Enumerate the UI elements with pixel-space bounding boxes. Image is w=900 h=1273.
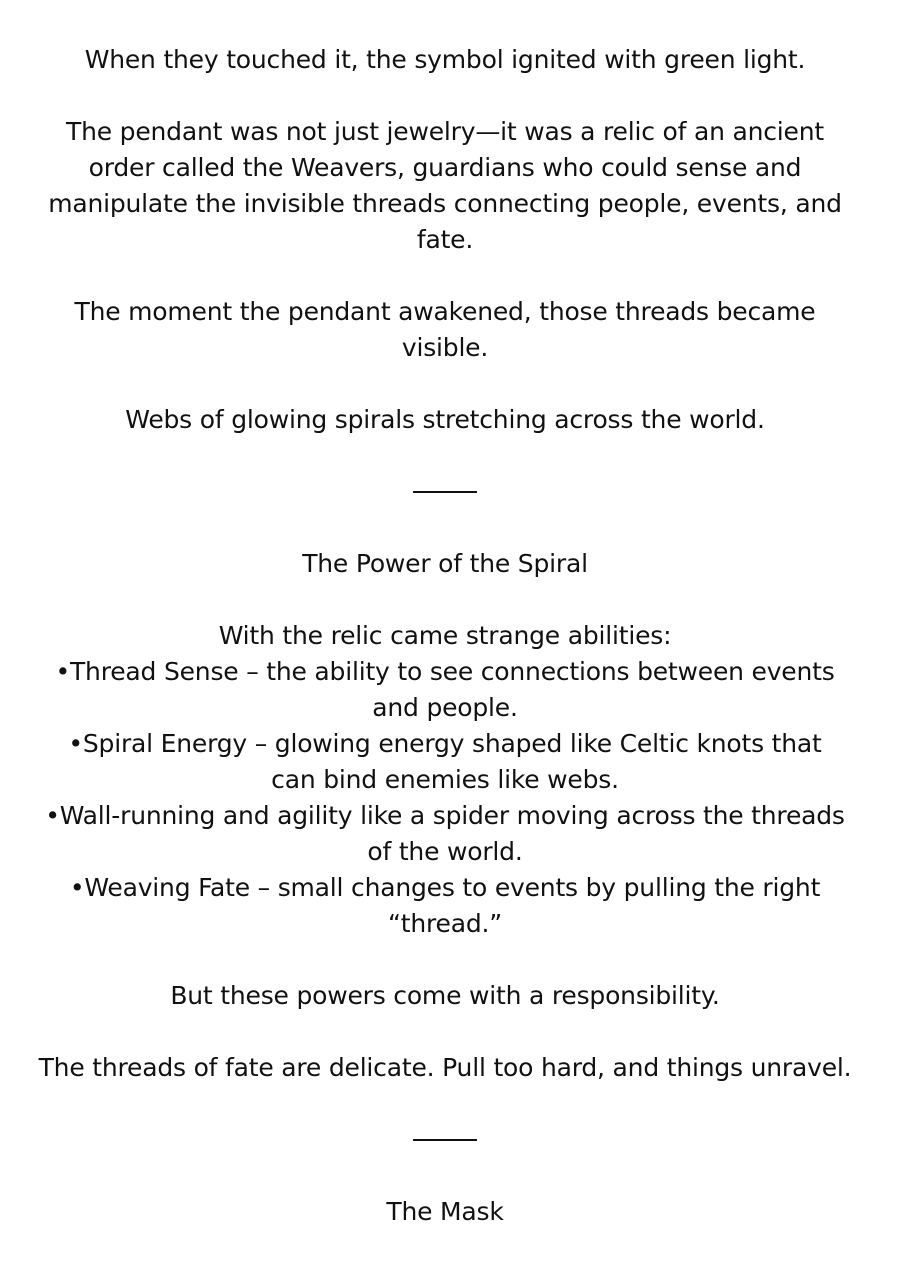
- paragraph-line: fate.: [416, 225, 474, 254]
- paragraph-line: With the relic came strange abilities:: [218, 621, 672, 650]
- paragraph-line: order called the Weavers, guardians who could sense and: [88, 153, 802, 182]
- paragraph-line: The moment the pendant awakened, those threads became: [74, 297, 816, 326]
- section-divider: [413, 491, 477, 493]
- paragraph-line: When they touched it, the symbol ignited with green light.: [84, 45, 806, 74]
- section-divider: [413, 1139, 477, 1141]
- list-item-line: and people.: [372, 693, 518, 722]
- paragraph-line: visible.: [401, 333, 489, 362]
- paragraph-line: Webs of glowing spirals stretching across the world.: [125, 405, 765, 434]
- list-item-line: •Wall-running and agility like a spider moving across the threads: [45, 801, 845, 830]
- list-item-line: of the world.: [367, 837, 523, 866]
- paragraph-line: manipulate the invisible threads connecting people, events, and: [48, 189, 842, 218]
- paragraph-line: The pendant was not just jewelry—it was a relic of an ancient: [66, 117, 824, 146]
- list-item-line: “thread.”: [388, 909, 502, 938]
- section-heading: The Mask: [386, 1197, 504, 1226]
- paragraph-line: But these powers come with a responsibility.: [170, 981, 720, 1010]
- section-heading: The Power of the Spiral: [302, 549, 588, 578]
- list-item-line: •Thread Sense – the ability to see connections between events: [55, 657, 835, 686]
- list-item-line: can bind enemies like webs.: [271, 765, 619, 794]
- list-item-line: •Spiral Energy – glowing energy shaped like Celtic knots that: [68, 729, 822, 758]
- paragraph-line: The threads of fate are delicate. Pull too hard, and things unravel.: [38, 1053, 852, 1082]
- list-item-line: •Weaving Fate – small changes to events by pulling the right: [69, 873, 821, 902]
